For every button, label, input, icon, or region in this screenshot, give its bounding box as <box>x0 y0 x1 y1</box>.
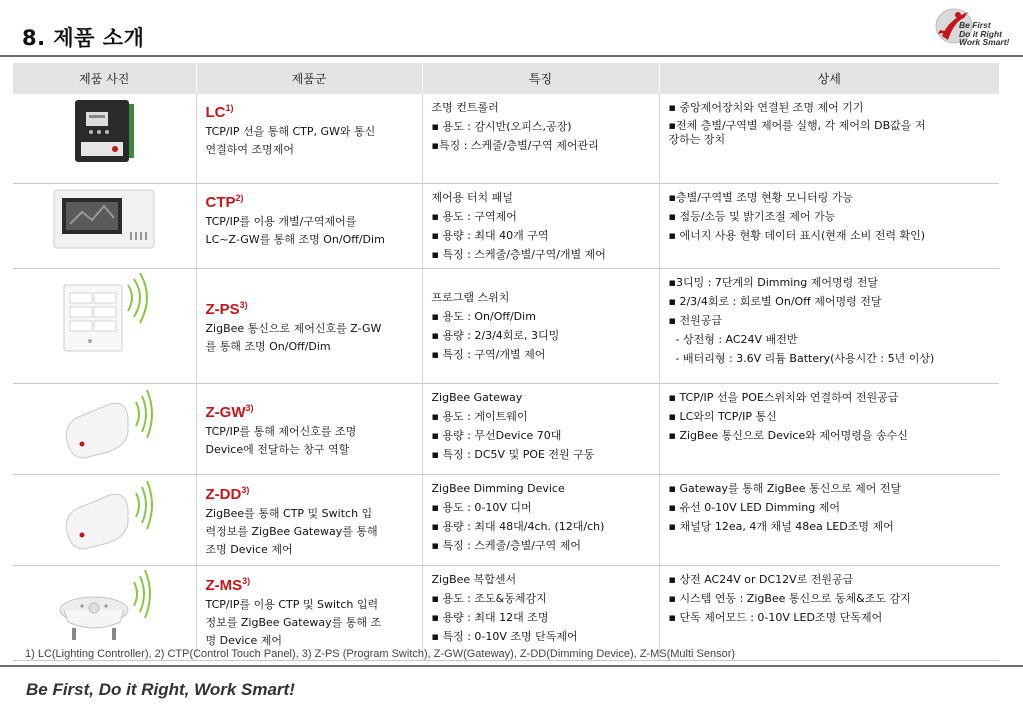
group-desc: TCP/IP를 통해 제어신호를 조명 Device에 전달하는 창구 역할 <box>205 424 357 456</box>
header-photo: 제품 사진 <box>13 63 196 94</box>
details-cell: ▪ TCP/IP 선을 POE스위치와 연결하여 전원공급 ▪ LC와의 TCP/IP 통신 ▪ ZigBee 통신으로 Device와 제어명령을 송수신 <box>659 383 999 474</box>
features-cell: ZigBee 복합센서 ▪ 용도 : 조도&동체감지 ▪ 용량 : 최대 12대 조명 ▪ 특징 : 0-10V 조명 단독제어 <box>422 565 659 660</box>
product-photo-ctp <box>13 183 196 268</box>
details-cell: ▪층별/구역별 조명 현황 모니터링 가능 ▪ 점등/소등 및 밝기조절 제어 가능 ▪ 에너지 사용 현황 데이터 표시(현재 소비 전력 확인) <box>659 183 999 268</box>
table-header-row <box>13 63 999 94</box>
group-name: Z-MS$^{3)}$ <box>205 575 251 594</box>
features-cell: 조명 컨트롤러 ▪ 용도 : 감시반(오피스,공장) ▪특징 : 스케줄/층별/구역 제어관리 <box>422 94 659 183</box>
table-row <box>13 383 999 474</box>
features-cell: ZigBee Gateway ▪ 용도 : 게이트웨이 ▪ 용량 : 무선Device 70대 ▪ 특징 : DC5V 및 POE 전원 구동 <box>422 383 659 474</box>
company-logo <box>934 6 1020 54</box>
product-table <box>13 63 999 661</box>
table-row <box>13 474 999 565</box>
group-desc: TCP/IP를 이용 개별/구역제어를 LC~Z-GW를 통해 조명 On/Off/Dim <box>205 214 385 246</box>
product-photo-lc <box>13 94 196 183</box>
group-desc: TCP/IP를 이용 CTP 및 Switch 입력 정보를 ZigBee Gateway를 통해 조 명 Device 제어 <box>205 597 382 647</box>
features-cell: 제어용 터치 패널 ▪ 용도 : 구역제어 ▪ 용량 : 최대 40개 구역 ▪ 특징 : 스케줄/층별/구역/개별 제어 <box>422 183 659 268</box>
features-cell: ZigBee Dimming Device ▪ 용도 : 0-10V 디머 ▪ 용량 : 최대 48대/4ch. (12대/ch) ▪ 특징 : 스케줄/층별/구역 제어 <box>422 474 659 565</box>
title-divider <box>0 55 1023 57</box>
product-photo-zdd <box>13 474 196 565</box>
group-name: LC$^{1)}$ <box>205 103 234 121</box>
page-title: 8. 제품 소개 <box>22 26 145 50</box>
product-photo-zps <box>13 268 196 383</box>
product-photo-zms <box>13 565 196 660</box>
details-cell: ▪3디밍 : 7단계의 Dimming 제어명령 전달 ▪ 2/3/4회로 : 회로별 On/Off 제어명령 전달 ▪ 전원공급 - 상전형 : AC24V 배전반 - 배터리형 : 3.6V 리튬 Battery(사용시간 : 5년 이상) <box>659 268 999 383</box>
group-name: Z-DD$^{3)}$ <box>205 484 250 503</box>
group-desc: ZigBee를 통해 CTP 및 Switch 입 력정보를 ZigBee Gateway를 통해 조명 Device 제어 <box>205 506 378 556</box>
table-row <box>13 183 999 268</box>
table-row <box>13 268 999 383</box>
header-features: 특징 <box>422 63 659 94</box>
details-cell: ▪ Gateway를 통해 ZigBee 통신으로 제어 전달 ▪ 유선 0-10V LED Dimming 제어 ▪ 채널당 12ea, 4개 채널 48ea LED조명 제어 <box>659 474 999 565</box>
details-cell: ▪ 중앙제어장치와 연결된 조명 제어 기기 ▪전체 층별/구역별 제어를 실행, 각 제어의 DB값을 저 장하는 장치 <box>659 94 999 183</box>
group-desc: TCP/IP 선을 통해 CTP, GW와 통신 연결하여 조명제어 <box>205 125 376 156</box>
header-details: 상세 <box>659 63 999 94</box>
header-group: 제품군 <box>196 63 422 94</box>
table-row <box>13 94 999 183</box>
group-name: CTP$^{2)}$ <box>205 192 244 211</box>
details-cell: ▪ 상전 AC24V or DC12V로 전원공급 ▪ 시스템 연동 : ZigBee 통신으로 동체&조도 감지 ▪ 단독 제어모드 : 0-10V LED조명 단독제어 <box>659 565 999 660</box>
features-cell: 프로그램 스위치 ▪ 용도 : On/Off/Dim ▪ 용량 : 2/3/4회로, 3디밍 ▪ 특징 : 구역/개별 제어 <box>422 268 659 383</box>
slogan: Be First, Do it Right, Work Smart! <box>26 680 295 699</box>
bottom-divider <box>0 665 1023 667</box>
product-photo-zgw <box>13 383 196 474</box>
footnote: 1) LC(Lighting Controller), 2) CTP(Control Touch Panel), 3) Z-PS (Program Switch), Z-GW(Gateway), Z-DD(Dimming Device), Z-MS(Multi Sensor) <box>25 648 736 660</box>
group-name: Z-PS$^{3)}$ <box>205 299 248 318</box>
group-desc: ZigBee 통신으로 제어신호를 Z-GW 를 통해 조명 On/Off/Dim <box>205 321 382 353</box>
logo-text: Be First Do it Right Work Smart! <box>959 20 1010 47</box>
table-row <box>13 565 999 660</box>
group-name: Z-GW$^{3)}$ <box>205 402 254 421</box>
